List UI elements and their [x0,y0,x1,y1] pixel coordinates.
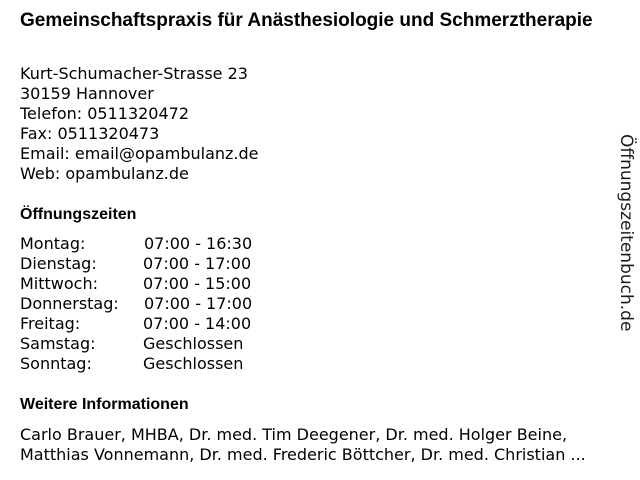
page-title: Gemeinschaftspraxis für Anästhesiologie und Schmerztherapie [20,10,593,31]
hours-row-sunday [20,354,252,374]
fax: Fax: 0511320473 [20,124,160,143]
hours-time: 07:00 - 15:00 [143,274,252,293]
hours-row-tuesday [20,254,252,274]
more-info-heading: Weitere Informationen [20,396,189,413]
website: Web: opambulanz.de [20,164,189,183]
hours-day: Sonntag: [20,354,92,373]
hours-row-monday [20,234,252,254]
hours-day: Dienstag: [20,254,97,273]
brand-watermark: Öffnungszeitenbuch.de [616,134,636,332]
hours-day: Mittwoch: [20,274,98,293]
address-block [20,64,259,184]
hours-day: Samstag: [20,334,96,353]
hours-time: 07:00 - 17:00 [143,254,252,273]
more-info-text [20,425,630,465]
hours-row-saturday [20,334,252,354]
hours-day: Donnerstag: [20,294,119,313]
hours-time: 07:00 - 16:30 [144,234,253,253]
email: Email: email@opambulanz.de [20,144,259,163]
phone: Telefon: 0511320472 [20,104,190,123]
hours-time: 07:00 - 14:00 [143,314,252,333]
hours-day: Freitag: [20,314,81,333]
more-info-line: Carlo Brauer, MHBA, Dr. med. Tim Deegener, Dr. med. Holger Beine, [20,425,568,444]
hours-row-thursday [20,294,252,314]
more-info-line: Matthias Vonnemann, Dr. med. Frederic Böttcher, Dr. med. Christian ... [20,445,586,464]
hours-time: Geschlossen [143,334,244,353]
hours-row-friday [20,314,252,334]
opening-hours-table [20,234,252,374]
hours-day: Montag: [20,234,86,253]
hours-time: Geschlossen [143,354,244,373]
city: 30159 Hannover [20,84,154,103]
street: Kurt-Schumacher-Strasse 23 [20,64,248,83]
hours-time: 07:00 - 17:00 [144,294,253,313]
hours-row-wednesday [20,274,252,294]
opening-hours-heading: Öffnungszeiten [20,206,137,223]
